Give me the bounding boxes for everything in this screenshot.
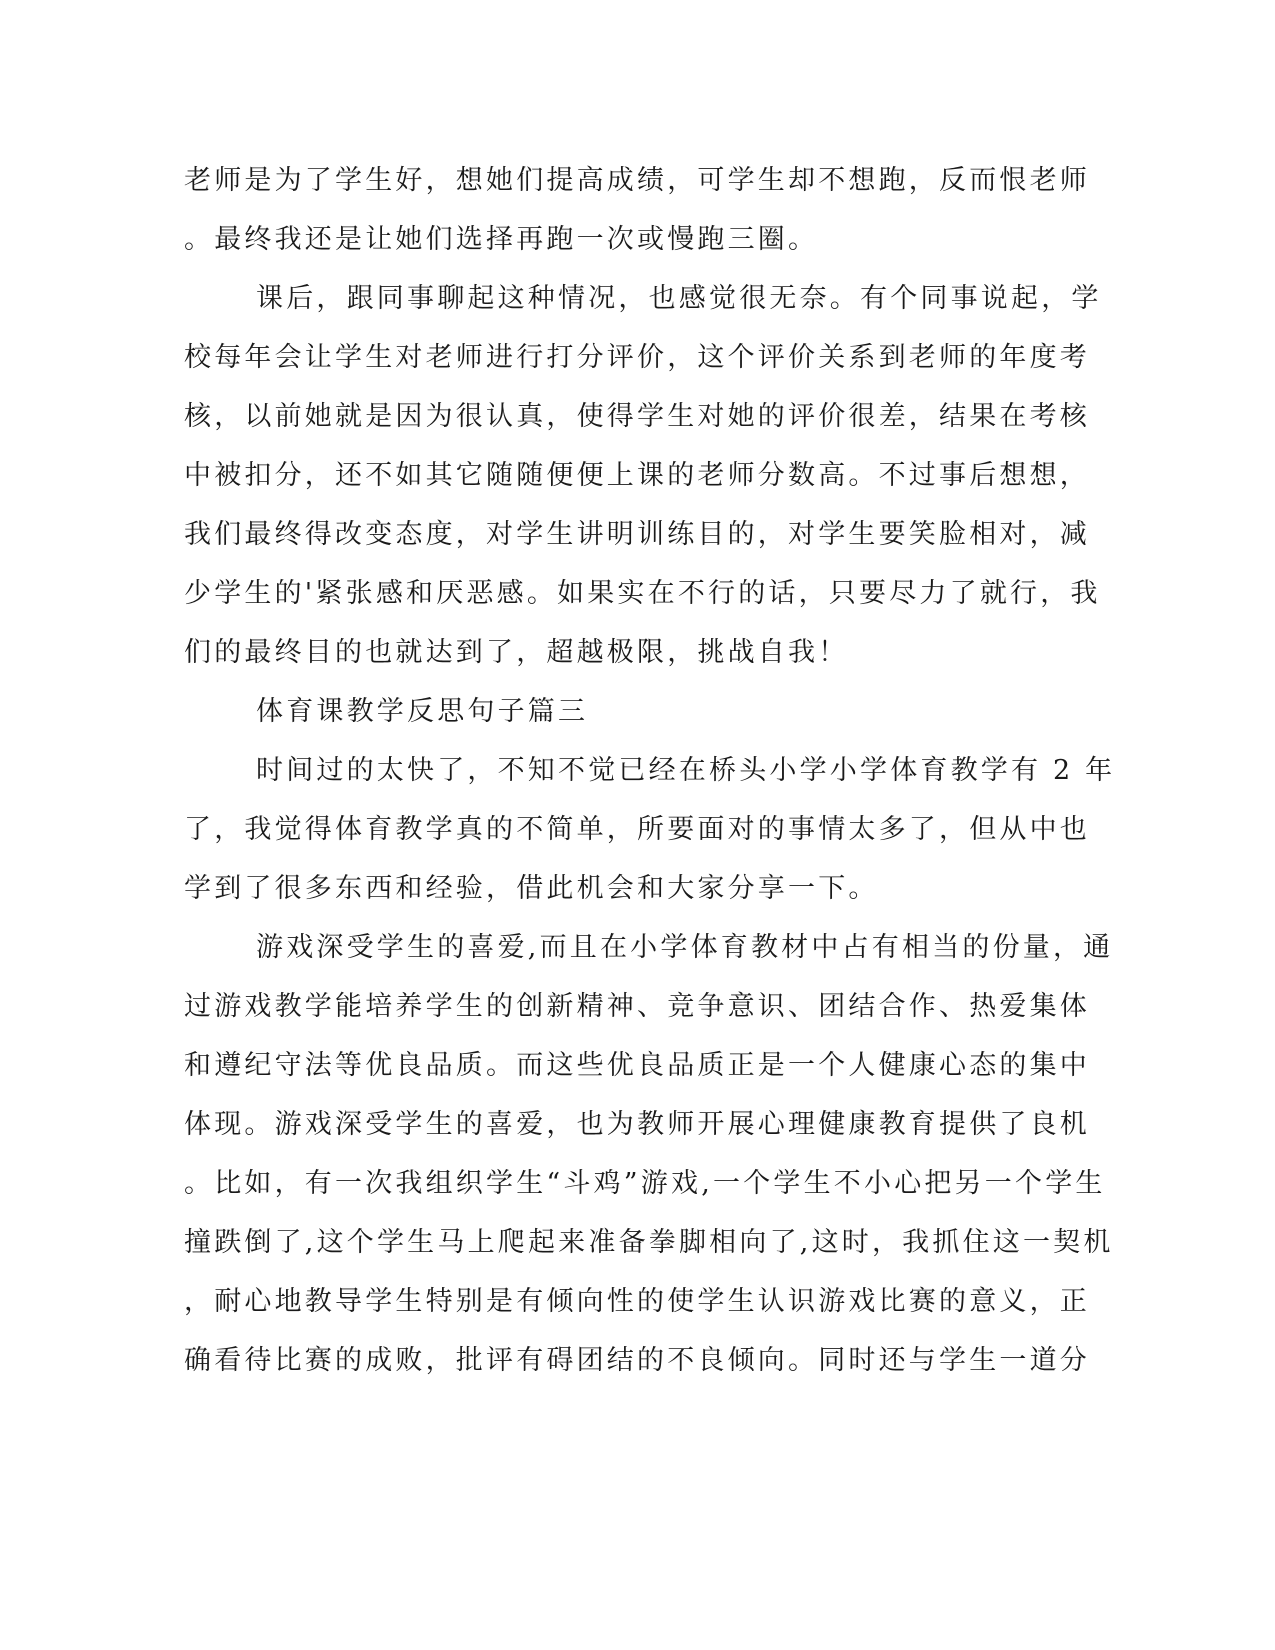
text-line: 。比如，有一次我组织学生“斗鸡”游戏,一个学生不小心把另一个学生 xyxy=(184,1168,1106,1199)
text-line: 和遵纪守法等优良品质。而这些优良品质正是一个人健康心态的集中 xyxy=(184,1050,1090,1081)
text-line: 校每年会让学生对老师进行打分评价，这个评价关系到老师的年度考 xyxy=(184,342,1090,373)
text-line: ，耐心地教导学生特别是有倾向性的使学生认识游戏比赛的意义，正 xyxy=(184,1286,1090,1317)
text-line: 确看待比赛的成败，批评有碍团结的不良倾向。同时还与学生一道分 xyxy=(184,1345,1090,1376)
text-line: 少学生的'紧张感和厌恶感。如果实在不行的话，只要尽力了就行，我 xyxy=(184,578,1101,609)
text-line: 中被扣分，还不如其它随随便便上课的老师分数高。不过事后想想， xyxy=(184,460,1090,491)
paragraph-first-line: 游戏深受学生的喜爱,而且在小学体育教材中占有相当的份量，通 xyxy=(256,932,1114,963)
text-line: 学到了很多东西和经验，借此机会和大家分享一下。 xyxy=(184,873,879,904)
text-line: 了，我觉得体育教学真的不简单，所要面对的事情太多了，但从中也 xyxy=(184,814,1090,845)
text-line: 体现。游戏深受学生的喜爱，也为教师开展心理健康教育提供了良机 xyxy=(184,1109,1090,1140)
text-line: 我们最终得改变态度，对学生讲明训练目的，对学生要笑脸相对，减 xyxy=(184,519,1090,550)
paragraph-first-line: 课后，跟同事聊起这种情况，也感觉很无奈。有个同事说起，学 xyxy=(256,283,1102,314)
text-line: 。最终我还是让她们选择再跑一次或慢跑三圈。 xyxy=(184,224,819,255)
text-line: 撞跌倒了,这个学生马上爬起来准备拳脚相向了,这时，我抓住这一契机 xyxy=(184,1227,1114,1258)
paragraph-first-line: 时间过的太快了，不知不觉已经在桥头小学小学体育教学有 2 年 xyxy=(256,755,1116,786)
text-line: 老师是为了学生好，想她们提高成绩，可学生却不想跑，反而恨老师 xyxy=(184,165,1090,196)
text-line: 核，以前她就是因为很认真，使得学生对她的评价很差，结果在考核 xyxy=(184,401,1090,432)
text-line: 过游戏教学能培养学生的创新精神、竞争意识、团结合作、热爱集体 xyxy=(184,991,1090,1022)
section-heading: 体育课教学反思句子篇三 xyxy=(256,696,589,727)
text-line: 们的最终目的也就达到了，超越极限，挑战自我！ xyxy=(184,637,849,668)
